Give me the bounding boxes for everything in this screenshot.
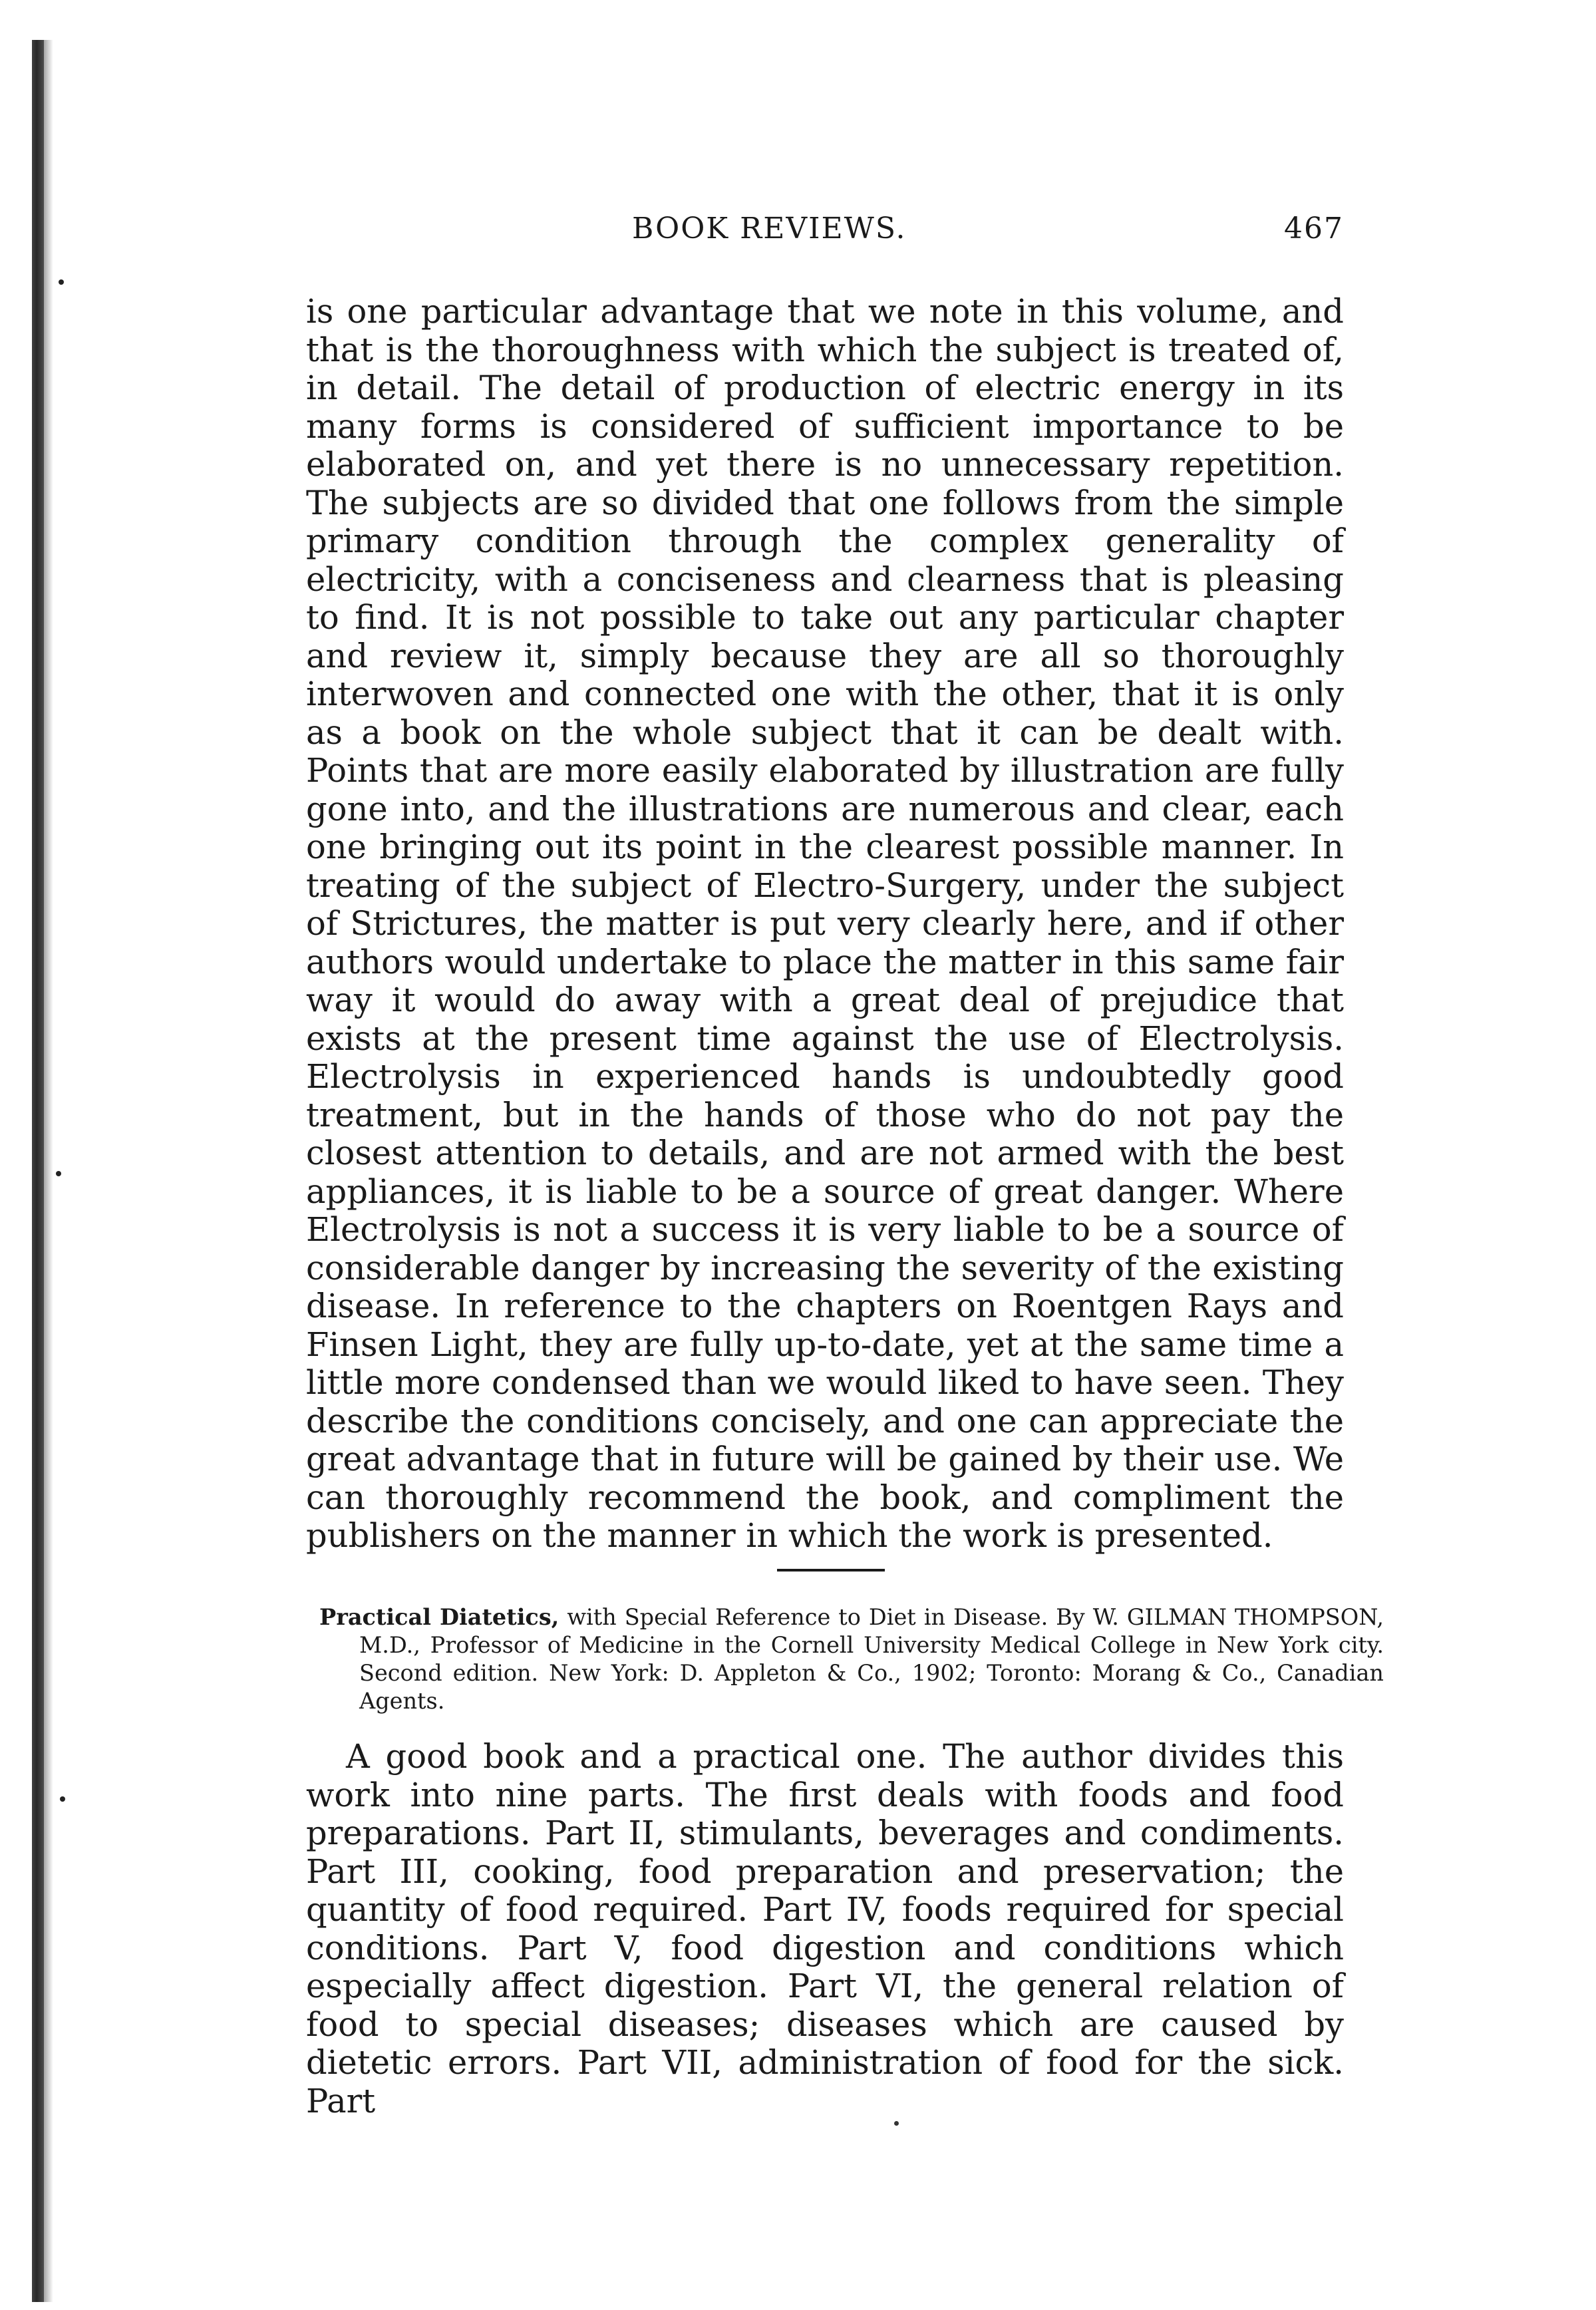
citation-title: Practical Diatetics, [319, 1604, 559, 1630]
scan-speck [56, 1171, 61, 1176]
scan-speck [60, 1796, 65, 1802]
page-header [306, 212, 1344, 258]
running-title: BOOK REVIEWS. [632, 212, 907, 246]
footer-mark [894, 2121, 899, 2126]
section-divider [777, 1569, 885, 1571]
page-number: 467 [1284, 212, 1344, 246]
scan-speck [59, 279, 64, 285]
review-paragraph-electricity: is one particular advantage that we note in this volume, and that is the thoroughness with which the subject is treated of, in detail. The detail of production of electric energy in its many forms is considered of sufficient importance to be elaborated on, and yet there is no unnecessary repetition. The subjects are so divided that one follows from the simple primary condition through the complex generality of electricity, with a conciseness and clearness that is pleasing to find. It is not possible to take out any particular chapter and review it, simply because they are all so thoroughly interwoven and connected one with the other, that it is only as a book on the whole subject that it can be dealt with. Points that are more easily elaborated by illustration are fully gone into, and the illustrations are numerous and clear, each one bringing out its point in the clearest possible manner. In treating of the subject of Electro-Surgery, under the subject of Strictures, the matter is put very clearly here, and if other authors would undertake to place the matter in this same fair way it would do away with a great deal of prejudice that exists at the present time against the use of Electrolysis. Electrolysis in experienced hands is undoubtedly good treatment, but in the hands of those who do not pay the closest attention to details, and are not armed with the best appliances, it is liable to be a source of great danger. Where Electrolysis is not a success it is very liable to be a source of considerable danger by increasing the severity of the existing disease. In reference to the chapters on Roentgen Rays and Finsen Light, they are fully up-to-date, yet at the same time a little more condensed than we would liked to have seen. They describe the conditions concisely, and one can appreciate the great advantage that in future will be gained by their use. We can thoroughly recommend the book, and compliment the publishers on the manner in which the work is presented. [306, 292, 1344, 1555]
review-paragraph-diatetics: A good book and a practical one. The author divides this work into nine parts. The first deals with foods and food preparations. Part II, stimulants, beverages and condiments. Part III, cooking, food preparation and preservation; the quantity of food required. Part IV, foods required for special conditions. Part V, food digestion and conditions which especially affect digestion. Part VI, the general relation of food to special diseases; diseases which are caused by dietetic errors. Part VII, administration of food for the sick. Part [306, 1737, 1344, 2120]
citation-details: with Special Reference to Diet in Disease. By W. GILMAN THOMPSON, M.D., Professor of Medicine in the Cornell University Medical College in New York city. Second edition. New York: D. Appleton & Co., 1902; Toronto: Morang & Co., Canadian Agents. [359, 1604, 1384, 1714]
binding-edge [32, 40, 44, 2302]
binding-shadow [44, 40, 53, 2302]
book-citation [319, 1603, 1384, 1715]
